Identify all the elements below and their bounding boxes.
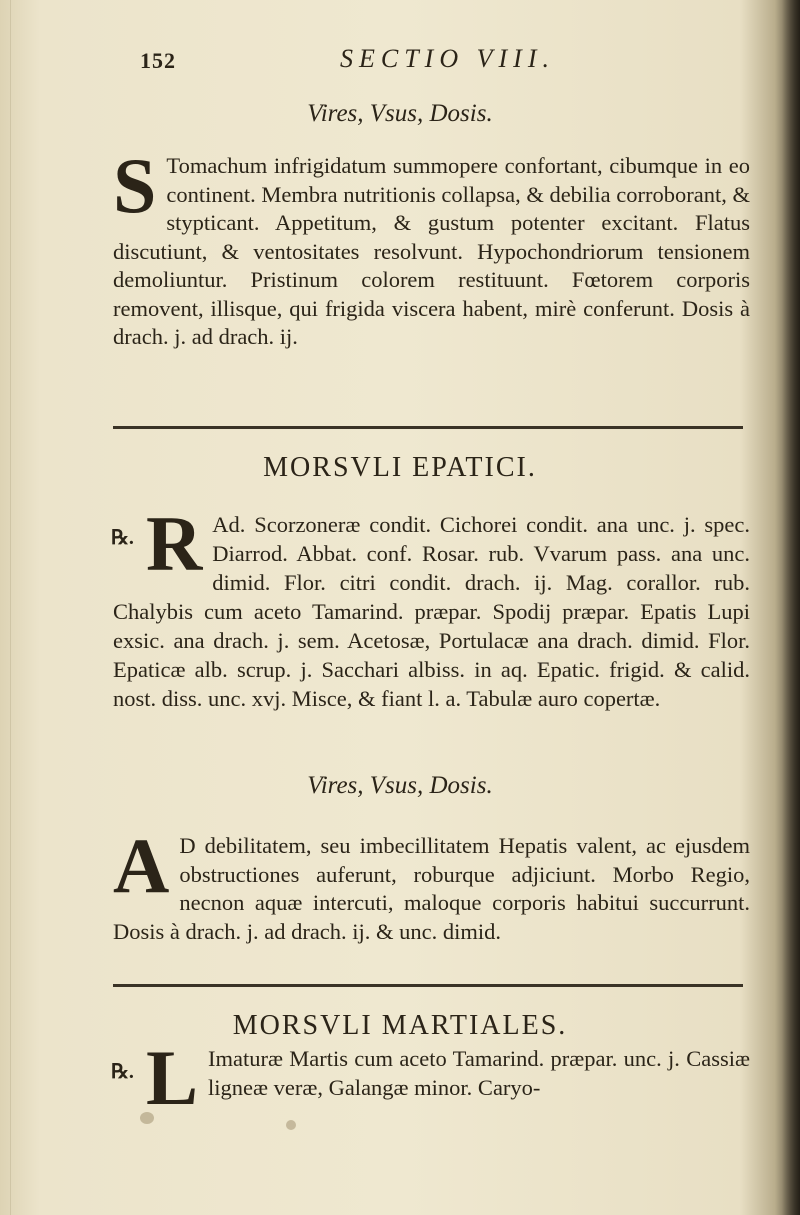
section3-dropcap: A bbox=[113, 822, 170, 909]
page-number: 152 bbox=[140, 48, 176, 73]
section4-title: MORSVLI MARTIALES. bbox=[232, 1010, 568, 1041]
section4-recipe bbox=[111, 1034, 750, 1121]
section2-dropcap: R bbox=[145, 500, 203, 587]
section3-text: D debilitatem, seu imbecillitatem Hepatis valent, ac ejusdem obstructiones auferunt, roburque adjiciunt. Morbo Regio, necnon aquæ intercuti, maloque corporis habitui succurrunt. Dosis à drach. j. ad drach. ij. & unc. dimid. bbox=[113, 833, 750, 944]
recipe-symbol: ℞. bbox=[111, 527, 134, 549]
recipe-symbol: ℞. bbox=[111, 1061, 134, 1083]
running-title: SECTIO VIII. bbox=[340, 44, 555, 73]
section3-paragraph bbox=[113, 822, 750, 946]
section2-recipe bbox=[111, 500, 750, 713]
ink-stain bbox=[286, 1120, 296, 1130]
section1-text: Tomachum infrigidatum summopere confortant, cibumque in eo continent. Membra nutritionis collapsa, & debilia corroborant, & stypticant. Appetitum, & gustum potenter excitant. Flatus discutiunt, & ventositates resolvunt. Hypochondriorum tensionem demoliuntur. Pristinum colorem restituunt. Fœtorem corporis removent, illisque, qui frigida viscera habent, mirè conferunt. Dosis à drach. j. ad drach. ij. bbox=[113, 153, 750, 349]
section2-title: MORSVLI EPATICI. bbox=[263, 452, 537, 483]
section2-text: Ad. Scorzoneræ condit. Cichorei condit. ana unc. j. spec. Diarrod. Abbat. conf. Rosar. rub. Vvarum pass. ana unc. dimid. Flor. citri condit. drach. ij. Mag. corallor. rub. Chalybis cum aceto Tamarind. præpar. Spodij præpar. Epatis Lupi exsic. ana drach. j. sem. Acetosæ, Portulacæ ana drach. dimid. Flor. Epaticæ alb. scrup. j. Sacchari albiss. in aq. Epatic. frigid. & calid. nost. diss. unc. xvj. Misce, & fiant l. a. Tabulæ auro copertæ. bbox=[113, 512, 750, 711]
section-rule-1 bbox=[113, 426, 743, 429]
page-header bbox=[0, 42, 800, 82]
section4-dropcap: L bbox=[145, 1034, 198, 1121]
section1-dropcap: S bbox=[113, 142, 157, 229]
ink-stain bbox=[140, 1112, 154, 1124]
section1-subheading: Vires, Vsus, Dosis. bbox=[307, 100, 493, 127]
section4-text: Imaturæ Martis cum aceto Tamarind. præpar. unc. j. Cassiæ ligneæ veræ, Galangæ minor. Caryo- bbox=[207, 1046, 750, 1100]
section3-subheading: Vires, Vsus, Dosis. bbox=[307, 772, 493, 799]
section-rule-2 bbox=[113, 984, 743, 987]
section1-paragraph bbox=[113, 142, 750, 352]
